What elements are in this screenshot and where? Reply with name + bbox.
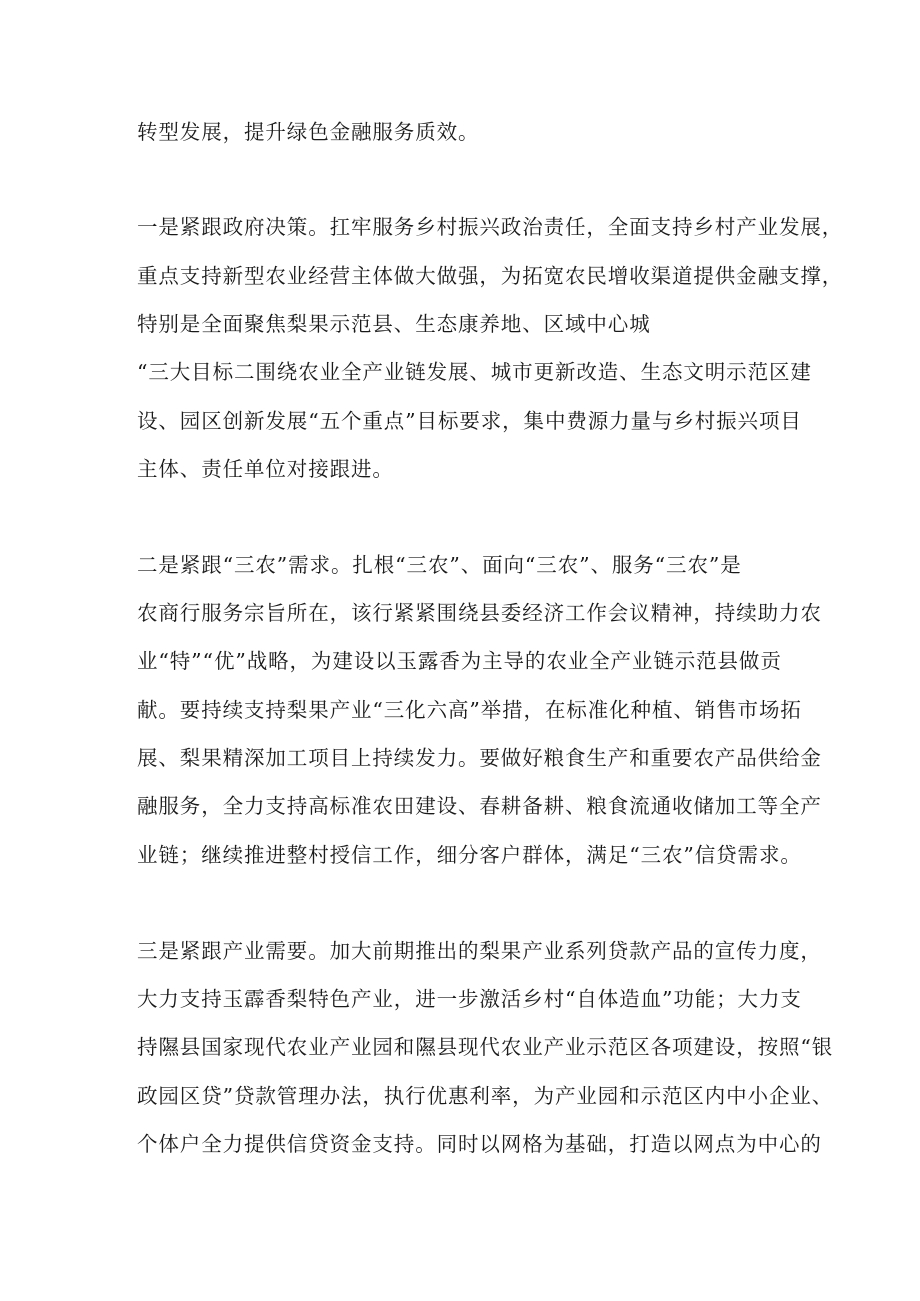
section1-line-5: 设、园区创新发展“五个重点”目标要求，集中费源力量与乡村振兴项目 bbox=[137, 409, 802, 433]
section2-line-1: 二是紧跟“三农”需求。扎根“三农”、面向“三农”、服务“三农”是 bbox=[137, 553, 742, 577]
section2-line-7: 业链；继续推进整村授信工作，细分客户群体，满足“三农”信贷需求。 bbox=[137, 843, 802, 867]
section3-line-5: 个体户全力提供信贷资金支持。同时以网格为基础，打造以网点为中心的 bbox=[137, 1132, 822, 1156]
intro-line-1: 转型发展，提升绿色金融服务质效。 bbox=[137, 120, 480, 144]
section3-line-2: 大力支持玉霹香梨特色产业，进一步激活乡村“自体造血”功能；大力支 bbox=[137, 987, 802, 1011]
section3-line-4: 政园区贷”贷款管理办法，执行优惠利率，为产业园和示范区内中小企业、 bbox=[137, 1084, 834, 1108]
section1-line-2: 重点支持新型农业经营主体做大做强，为拓宽农民增收渠道提供金融支撑， bbox=[137, 264, 844, 288]
section3-line-3: 持隰县国家现代农业产业园和隰县现代农业产业示范区各项建设，按照“银 bbox=[137, 1035, 834, 1059]
section1-line-6: 主体、责任单位对接跟进。 bbox=[137, 457, 394, 481]
section2-line-2: 农商行服务宗旨所在，该行紧紧围绕县委经济工作会议精神，持续助力农 bbox=[137, 601, 822, 625]
section1-line-3: 特别是全面聚焦梨果示范县、生态康养地、区域中心城 bbox=[137, 312, 651, 336]
section2-line-4: 献。要持续支持梨果产业“三化六高”举措，在标准化种植、销售市场拓 bbox=[137, 698, 802, 722]
section1-line-4: “三大目标二围绕农业全产业链发展、城市更新改造、生态文明示范区建 bbox=[137, 360, 812, 384]
section2-line-6: 融服务，全力支持高标准农田建设、春耕备耕、粮食流通收储加工等全产 bbox=[137, 794, 822, 818]
section2-line-3: 业“特”“优”战略，为建设以玉露香为主导的农业全产业链示范县做贡 bbox=[137, 649, 782, 673]
section3-line-1: 三是紧跟产业需要。加大前期推出的梨果产业系列贷款产品的宣传力度， bbox=[137, 939, 822, 963]
section2-line-5: 展、梨果精深加工项目上持续发力。要做好粮食生产和重要农产品供给金 bbox=[137, 746, 822, 770]
section1-line-1: 一是紧跟政府决策。扛牢服务乡村振兴政治责任，全面支持乡村产业发展， bbox=[137, 215, 844, 239]
